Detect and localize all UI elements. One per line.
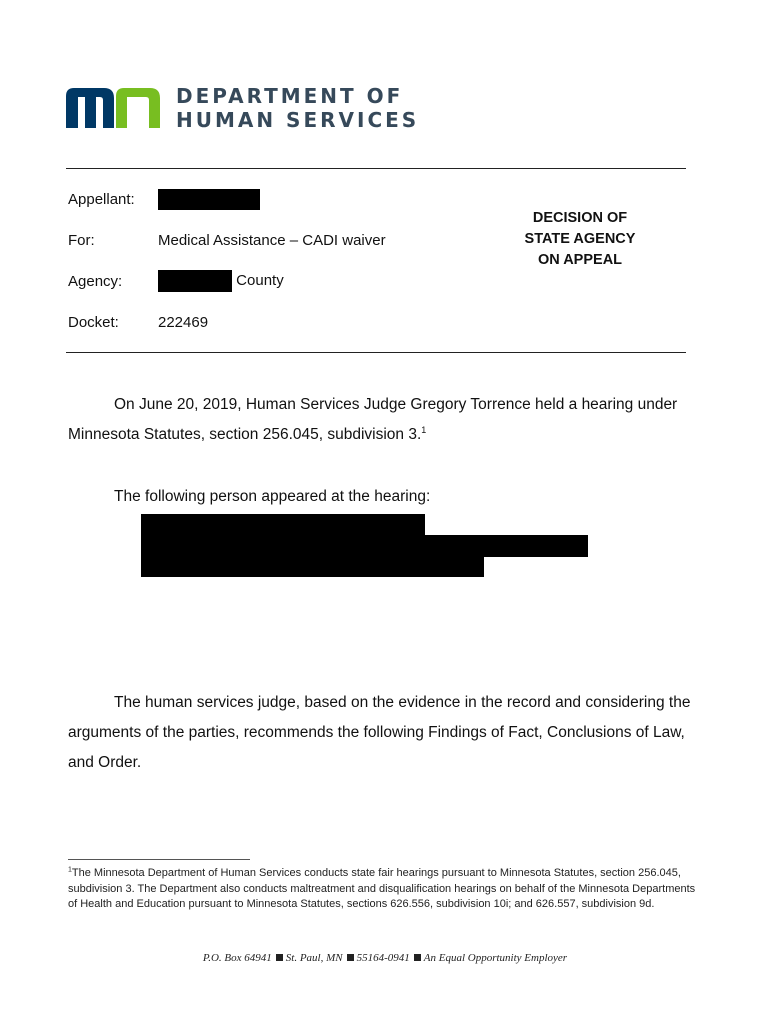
footnote-number: 1 (68, 866, 72, 874)
recommendation-paragraph-text: The human services judge, based on the evidence in the record and considering the arguments of the parties, recommends the following Findings of Fact, Conclusions of Law, and Order. (68, 694, 691, 771)
decision-line-1: DECISION OF (532, 210, 628, 226)
appellant-value (158, 189, 260, 210)
org-name-line1: DEPARTMENT OF (176, 84, 404, 108)
footnote-text: The Minnesota Department of Human Services conducts state fair hearings pursuant to Minnesota Statutes, section 256.045, subdivision 3. The Department also conducts maltreatment and disqualification hearings on behalf of the Minnesota Departments of Health and Education pursuant to Minnesota Statutes, sections 626.556, subdivision 10i; and 626.557, subdivision 9d. (68, 867, 696, 910)
square-bullet-icon (347, 954, 354, 961)
appearance-paragraph-text: The following person appeared at the hearing: (114, 488, 431, 505)
hearing-paragraph (68, 390, 708, 450)
org-name-line2: HUMAN SERVICES (176, 108, 420, 132)
decision-line-3: ON APPEAL (537, 252, 623, 268)
agency-suffix: County (236, 271, 284, 289)
agency-label: Agency: (68, 273, 123, 290)
page-footer (0, 952, 770, 964)
footnote (68, 866, 700, 913)
for-label: For: (68, 232, 95, 249)
square-bullet-icon (276, 954, 283, 961)
docket-number: 222469 (158, 314, 209, 331)
square-bullet-icon (414, 954, 421, 961)
agency-value (158, 270, 284, 292)
appellant-label: Appellant: (68, 191, 135, 208)
redacted-attendee-line-3 (141, 555, 484, 577)
decision-line-2: STATE AGENCY (524, 231, 636, 247)
decision-title (500, 208, 660, 271)
footer-city: St. Paul, MN (285, 952, 343, 964)
footnote-ref: 1 (421, 424, 427, 435)
header-top-rule (66, 168, 686, 169)
org-name (176, 84, 419, 132)
hearing-paragraph-text: On June 20, 2019, Human Services Judge Gregory Torrence held a hearing under Minnesota Statutes, section 256.045, subdivision 3. (68, 396, 678, 443)
redacted-attendee-line-2 (141, 535, 588, 557)
footer-zip: 55164-0941 (356, 952, 410, 964)
header-bottom-rule (66, 352, 686, 353)
appearance-paragraph (68, 482, 708, 512)
footnote-separator (68, 859, 250, 860)
for-value: Medical Assistance – CADI waiver (158, 232, 386, 249)
mn-state-logo-icon (66, 86, 162, 128)
redacted-attendee-line-1 (141, 514, 425, 537)
redaction-bar (158, 189, 260, 210)
docket-label: Docket: (68, 314, 119, 331)
footer-eoe: An Equal Opportunity Employer (423, 952, 568, 964)
footer-po-box: P.O. Box 64941 (202, 952, 272, 964)
redaction-bar (158, 270, 232, 292)
recommendation-paragraph (68, 688, 708, 778)
